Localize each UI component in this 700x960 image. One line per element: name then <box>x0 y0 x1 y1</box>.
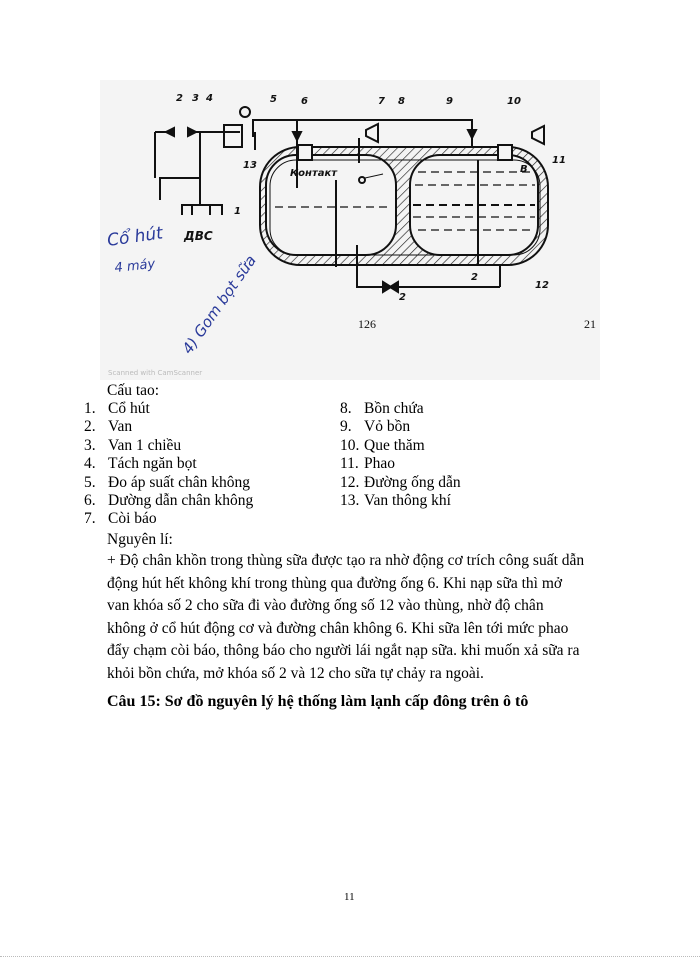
label-3: 3 <box>192 93 199 104</box>
list-item-label: Đo áp suất chân không <box>108 473 251 491</box>
list-item-label: Phao <box>364 455 395 473</box>
list-item-label: Van <box>108 418 133 436</box>
handwritten-note-foam: 4) Gom bọt sữa <box>178 251 260 358</box>
principle-line: van khóa số 2 cho sữa đi vào đường ống số 12 vào thùng, nhờ độ chân <box>107 597 544 615</box>
principle-line: đẩy chạm còi báo, thông báo cho người lái ngắt nạp sữa. khi muốn xả sữa ra <box>107 642 580 660</box>
milk-tank-diagram <box>100 80 600 380</box>
label-7: 7 <box>378 96 385 107</box>
list-item-label: Dường dẫn chân không <box>108 492 254 509</box>
label-10: 10 <box>507 96 521 107</box>
principle-line: khỏi bồn chứa, mở khóa số 2 và 12 cho sữa tự chảy ra ngoài. <box>107 664 484 682</box>
list-item-label: Bồn chứa <box>364 400 424 417</box>
principle-line: + Độ chân khồn trong thùng sữa được tạo ra nhờ động cơ trích công suất dẫn <box>107 552 585 569</box>
label-1: 1 <box>234 206 241 217</box>
list-item-label: Que thăm <box>364 436 425 454</box>
list-item-label: Cổ hút <box>108 400 150 417</box>
list-item-label: Tách ngăn bọt <box>108 455 197 473</box>
list-item-number: 4. <box>84 455 96 473</box>
label-2: 2 <box>176 93 183 104</box>
list-item-label: Van 1 chiều <box>108 436 182 454</box>
book-page-number: 126 <box>358 317 376 331</box>
label-12: 12 <box>535 280 549 291</box>
list-item-number: 2. <box>84 418 96 436</box>
principle-section <box>107 530 607 686</box>
list-item-number: 11. <box>340 455 359 473</box>
page-bottom-border <box>0 956 700 957</box>
page-number: 11 <box>344 891 355 903</box>
structure-title: Cấu tao: <box>107 382 160 399</box>
question-heading: Câu 15: Sơ đồ nguyên lý hệ thống làm lạnh cấp đông trên ô tô <box>107 693 529 710</box>
list-item-number: 3. <box>84 436 96 454</box>
list-item-number: 10. <box>340 436 360 454</box>
scanner-watermark: Scanned with CamScanner <box>108 369 203 377</box>
corner-page-number: 21 <box>584 317 596 331</box>
label-2-valve: 2 <box>471 272 478 283</box>
engine-label: ДВС <box>184 229 213 243</box>
label-b: B <box>520 164 528 175</box>
list-item-number: 5. <box>84 473 96 491</box>
list-item-number: 13. <box>340 492 360 509</box>
principle-line: động hút hết không khí trong thùng qua đường ống 6. Khi nạp sữa thì mở <box>107 574 563 592</box>
label-4: 4 <box>206 93 213 104</box>
contact-label: Контакт <box>290 168 338 179</box>
list-item-number: 7. <box>84 510 96 528</box>
list-item-number: 9. <box>340 418 352 436</box>
list-item-label: Vỏ bồn <box>364 418 411 436</box>
label-8: 8 <box>398 96 405 107</box>
list-item-label: Đường ống dẫn <box>364 473 461 491</box>
label-13: 13 <box>243 160 257 171</box>
principle-line: không ở cổ hút động cơ và đường chân không 6. Khi sữa lên tới mức phao <box>107 619 569 637</box>
label-9: 9 <box>446 96 453 107</box>
diagram-drawing <box>100 80 600 380</box>
label-11: 11 <box>552 155 566 166</box>
list-item-number: 8. <box>340 400 352 417</box>
label-2-bottom: 2 <box>399 292 406 303</box>
list-item-label: Van thông khí <box>364 492 451 509</box>
handwritten-note-intake: Cổ hút <box>105 223 165 251</box>
label-6: 6 <box>301 96 308 107</box>
label-5: 5 <box>270 94 277 105</box>
list-item-number: 6. <box>84 492 96 509</box>
principle-title: Nguyên lí: <box>107 531 173 548</box>
handwritten-note-engine: 4 máy <box>113 256 156 276</box>
list-item-number: 1. <box>84 400 96 417</box>
list-item-label: Còi báo <box>108 510 157 528</box>
list-item-number: 12. <box>340 473 360 491</box>
